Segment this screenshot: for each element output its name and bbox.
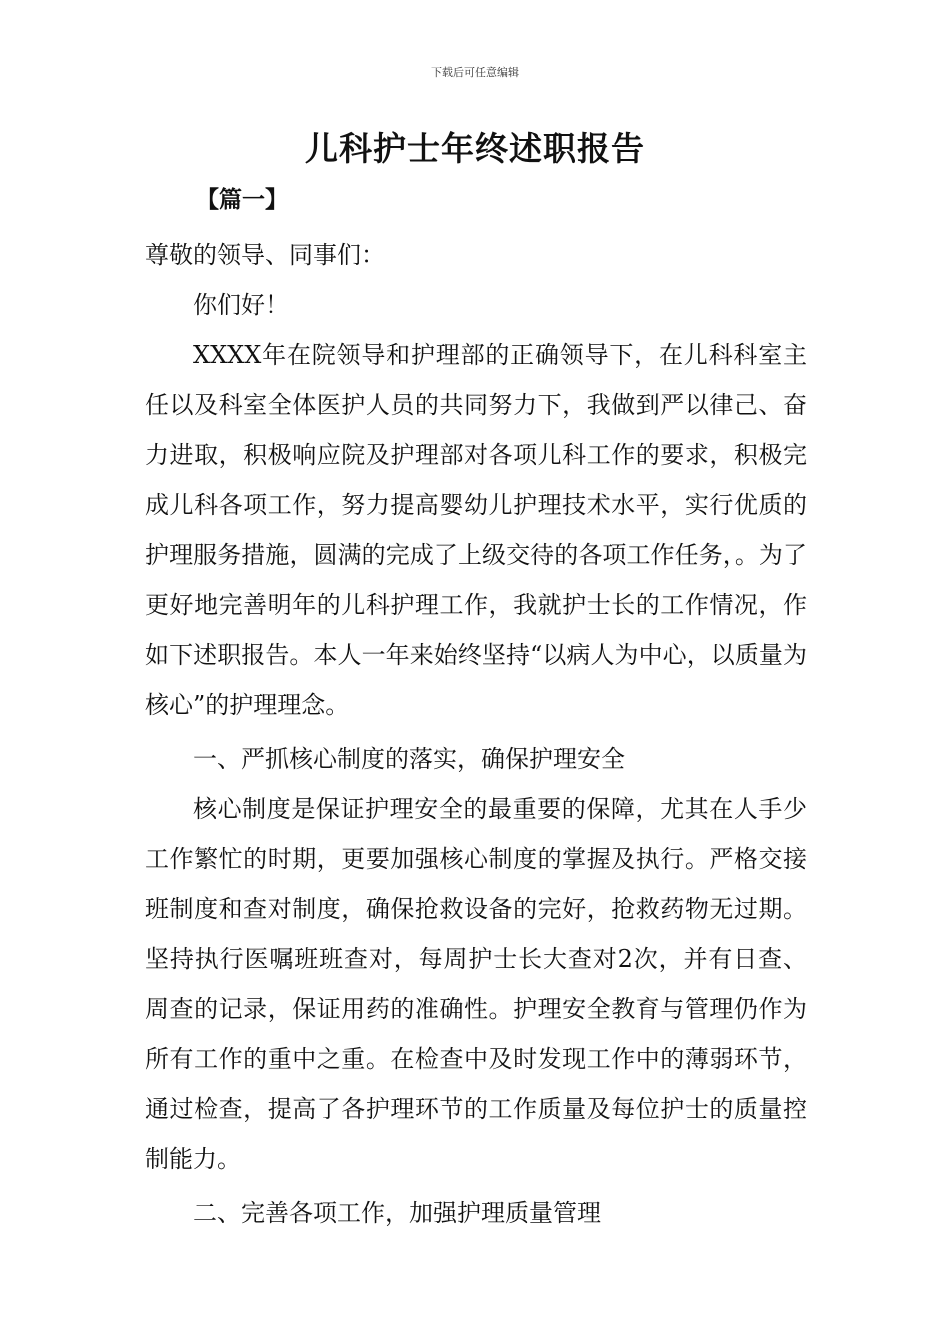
header-note: 下载后可任意编辑 <box>431 66 519 79</box>
greeting: 尊敬的领导、同事们： <box>145 241 385 269</box>
section1-body: 核心制度是保证护理安全的最重要的保障，尤其在人手少工作繁忙的时期，更要加强核心制度的掌握及执行。严格交接班制度和查对制度，确保抢救设备的完好，抢救药物无过期。坚持执行医嘱班班查对，每周护士长大查对2次，并有日查、周查的记录，保证用药的准确性。护理安全教育与管理仍作为所有工作的重中之重。在检查中及时发现工作中的薄弱环节，通过检查，提高了各护理环节的工作质量及每位护士的质量控制能力。 <box>145 795 807 1173</box>
section1-heading: 一、严抓核心制度的落实，确保护理安全 <box>193 745 625 773</box>
intro-paragraph: XXXX年在院领导和护理部的正确领导下，在儿科科室主任以及科室全体医护人员的共同努力下，我做到严以律己、奋力进取，积极响应院及护理部对各项儿科工作的要求，积极完成儿科各项工作，努力提高婴幼儿护理技术水平，实行优质的护理服务措施，圆满的完成了上级交待的各项工作任务，。为了更好地完善明年的儿科护理工作，我就护士长的工作情况，作如下述职报告。本人一年来始终坚持“以病人为中心，以质量为核心”的护理理念。 <box>145 341 807 719</box>
document-body <box>145 230 807 1238</box>
section2-heading: 二、完善各项工作，加强护理质量管理 <box>193 1199 601 1227</box>
section-tag: 【篇一】 <box>196 186 288 213</box>
document-title: 儿科护士年终述职报告 <box>305 129 645 168</box>
hello-line: 你们好！ <box>193 291 289 319</box>
